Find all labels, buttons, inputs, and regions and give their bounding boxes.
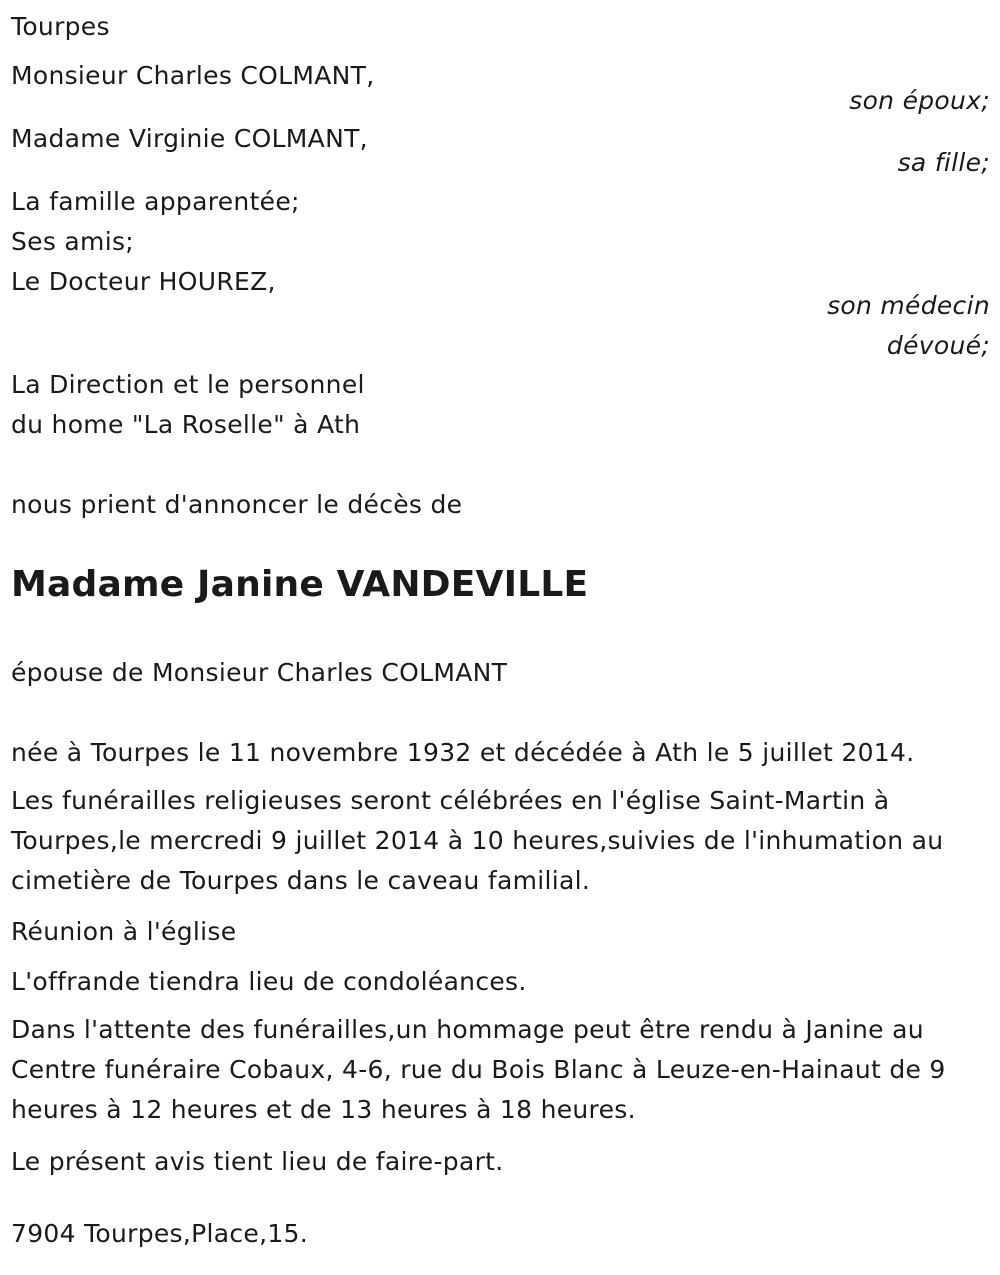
direction-line2: du home "La Roselle" à Ath	[11, 410, 361, 439]
mourner-husband-relation: son époux;	[849, 86, 990, 115]
direction-line1: La Direction et le personnel	[11, 370, 365, 399]
deceased-spouse: épouse de Monsieur Charles COLMANT	[11, 658, 508, 687]
homage-line: Dans l'attente des funérailles,un hommage peut être rendu à Janine au	[11, 1015, 924, 1044]
address-text: 7904 Tourpes,Place,15.	[11, 1219, 309, 1248]
town-header: Tourpes	[11, 12, 110, 41]
offering-text: L'offrande tiendra lieu de condoléances.	[11, 967, 527, 996]
mourner-husband-name: Monsieur Charles COLMANT,	[11, 61, 375, 90]
homage-line: Centre funéraire Cobaux, 4-6, rue du Bois Blanc à Leuze-en-Hainaut de 9	[11, 1055, 946, 1084]
mourner-friends: Ses amis;	[11, 227, 134, 256]
deceased-birth-death: née à Tourpes le 11 novembre 1932 et décédée à Ath le 5 juillet 2014.	[11, 738, 915, 767]
homage-line: heures à 12 heures et de 13 heures à 18 heures.	[11, 1095, 636, 1124]
homage-paragraph	[11, 1010, 989, 1130]
mourner-doctor-relation-line2: dévoué;	[886, 331, 990, 360]
meeting-text: Réunion à l'église	[11, 917, 237, 946]
deceased-name: Madame Janine VANDEVILLE	[11, 564, 589, 605]
notice-text: Le présent avis tient lieu de faire-part.	[11, 1147, 504, 1176]
funeral-line: Tourpes,le mercredi 9 juillet 2014 à 10 heures,suivies de l'inhumation au	[11, 826, 944, 855]
mourner-family: La famille apparentée;	[11, 187, 300, 216]
mourner-doctor-name: Le Docteur HOUREZ,	[11, 267, 276, 296]
funeral-line: cimetière de Tourpes dans le caveau familial.	[11, 866, 591, 895]
funeral-paragraph	[11, 781, 989, 901]
announce-text: nous prient d'annoncer le décès de	[11, 490, 463, 519]
mourner-doctor-relation-line1: son médecin	[827, 291, 990, 320]
mourner-daughter-relation: sa fille;	[897, 148, 990, 177]
funeral-line: Les funérailles religieuses seront célébrées en l'église Saint-Martin à	[11, 786, 890, 815]
mourner-daughter-name: Madame Virginie COLMANT,	[11, 124, 368, 153]
